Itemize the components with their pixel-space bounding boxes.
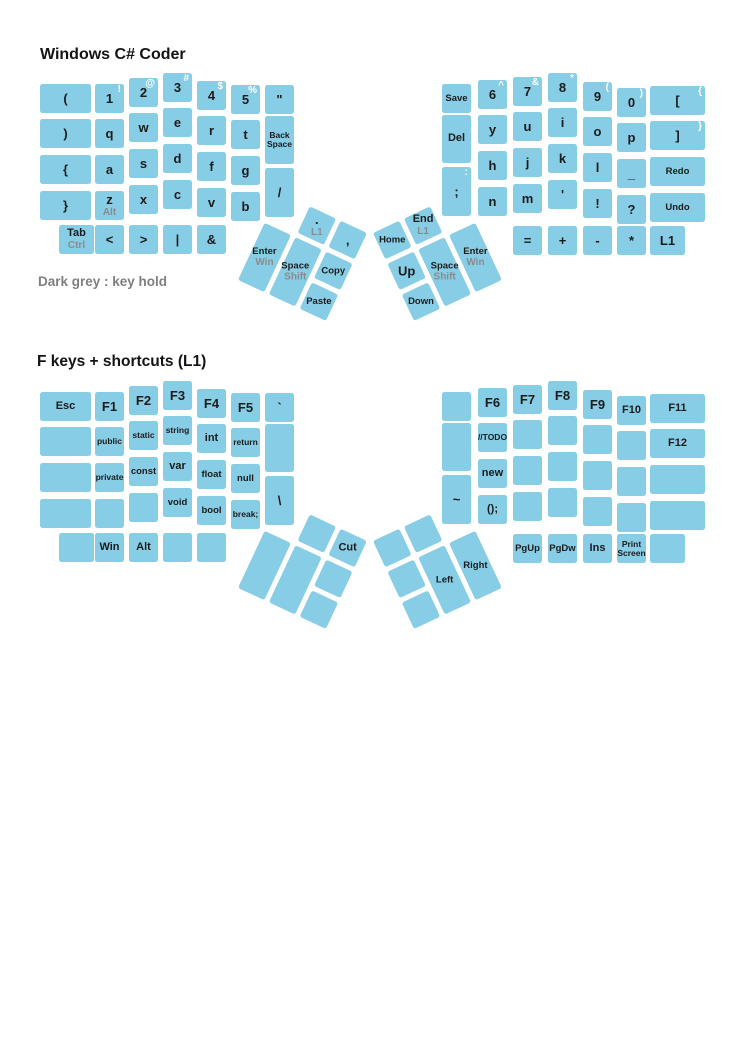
- tap-legend: return: [233, 437, 258, 448]
- key-todo-comment: [478, 423, 507, 452]
- tap-legend: u: [523, 118, 532, 134]
- key-blank: [650, 534, 685, 563]
- key-close-paren: [40, 119, 91, 148]
- tap-legend: p: [627, 129, 636, 145]
- tap-legend: k: [558, 150, 567, 166]
- key-exclamation: [583, 189, 612, 218]
- key-x: [129, 185, 158, 214]
- tap-legend: public: [96, 436, 123, 447]
- tap-legend: Cut: [338, 541, 357, 554]
- key-f7: [513, 385, 542, 414]
- key-l: [583, 153, 612, 182]
- key-underscore: [617, 159, 646, 188]
- tap-legend: r: [208, 122, 215, 138]
- tap-legend: v: [207, 194, 216, 210]
- tap-legend: End: [412, 213, 434, 226]
- tap-legend: ): [63, 125, 68, 141]
- key-a: [95, 155, 124, 184]
- key-blank: [650, 501, 705, 530]
- tap-legend: ();: [487, 502, 498, 515]
- tap-legend: c: [173, 186, 182, 202]
- tap-legend: \: [277, 492, 282, 508]
- tap-legend: `: [277, 399, 282, 415]
- key-p: [617, 123, 646, 152]
- tap-legend: Home: [379, 234, 406, 246]
- tap-legend: /: [277, 184, 282, 200]
- key-l1: [650, 226, 685, 255]
- tap-legend: _: [627, 165, 636, 181]
- key-blank: [95, 499, 124, 528]
- key-close-brace: [40, 191, 91, 220]
- layer2-left-thumb: [238, 500, 367, 629]
- tap-legend: float: [201, 468, 222, 480]
- shifted-legend: !: [117, 84, 121, 95]
- key-r: [197, 116, 226, 145]
- key-null: [231, 464, 260, 493]
- tap-legend: w: [138, 119, 149, 135]
- key-blank: [583, 461, 612, 490]
- tap-legend: m: [521, 190, 534, 206]
- key-blank: [402, 590, 441, 629]
- key-string: [163, 416, 192, 445]
- tap-legend: F11: [668, 401, 687, 414]
- key-blank: [617, 503, 646, 532]
- tap-legend: d: [173, 150, 182, 166]
- key-blank: [513, 492, 542, 521]
- key-paste: [300, 282, 339, 321]
- key-f10: [617, 396, 646, 425]
- tap-legend: Space: [430, 260, 459, 272]
- tap-legend: q: [105, 125, 114, 141]
- key-u: [513, 112, 542, 141]
- tap-legend: {: [62, 161, 69, 177]
- hold-legend: Ctrl: [67, 239, 86, 251]
- key-back-space: [265, 116, 294, 164]
- key-pipe: [163, 225, 192, 254]
- key-f: [197, 152, 226, 181]
- key-f3: [163, 381, 192, 410]
- key-break: [231, 500, 260, 529]
- key-o: [583, 117, 612, 146]
- key-greater-than: [129, 225, 158, 254]
- key-0: [617, 88, 646, 117]
- key-cut: [328, 529, 367, 568]
- key-blank: [404, 514, 443, 553]
- key-new: [478, 459, 507, 488]
- hold-legend: Shift: [433, 271, 456, 283]
- key-period: [298, 206, 337, 245]
- tap-legend: g: [241, 162, 250, 178]
- tap-legend: Copy: [321, 264, 346, 276]
- tap-legend: Save: [445, 92, 468, 104]
- tap-legend: Redo: [665, 165, 690, 177]
- tap-legend: private: [95, 472, 124, 483]
- tap-legend: null: [237, 472, 254, 484]
- layer1-left-thumb: [238, 192, 367, 321]
- tap-legend: int: [204, 431, 219, 444]
- key-pgup: [513, 534, 542, 563]
- tap-legend: Undo: [665, 201, 690, 213]
- tap-legend: 2: [139, 84, 148, 100]
- key-3: [163, 73, 192, 102]
- key-backtick: [265, 393, 294, 422]
- key-blank: [265, 424, 294, 472]
- key-comma: [328, 221, 367, 260]
- tap-legend: 9: [593, 88, 602, 104]
- layer1-right-thumb: [373, 192, 502, 321]
- shifted-legend: @: [145, 78, 155, 89]
- key-blank: [59, 533, 94, 562]
- key-blank: [548, 416, 577, 445]
- key-int: [197, 424, 226, 453]
- key-blank: [40, 427, 91, 456]
- key-blank: [442, 392, 471, 421]
- tap-legend: static: [132, 430, 155, 441]
- tap-legend: ;: [454, 183, 459, 199]
- tap-legend: +: [558, 232, 567, 248]
- key-end: [404, 206, 443, 245]
- tap-legend: a: [105, 161, 114, 177]
- tap-legend: h: [488, 157, 497, 173]
- tap-legend: l: [595, 159, 600, 175]
- tap-legend: Paste: [306, 295, 332, 307]
- key-6: [478, 80, 507, 109]
- tap-legend: 1: [105, 90, 114, 106]
- tap-legend: F4: [203, 395, 220, 411]
- tap-legend: 7: [523, 83, 532, 99]
- key-blank: [129, 493, 158, 522]
- tap-legend: o: [593, 123, 602, 139]
- key-blank: [298, 514, 337, 553]
- tap-legend: ~: [452, 491, 461, 507]
- tap-legend: void: [167, 496, 188, 508]
- shifted-legend: ^: [498, 80, 504, 91]
- tap-legend: F3: [169, 387, 186, 403]
- tap-legend: Right: [463, 559, 488, 571]
- tap-legend: bool: [201, 504, 222, 516]
- key-y: [478, 115, 507, 144]
- tap-legend: Left: [435, 574, 454, 586]
- key-question-mark: [617, 195, 646, 224]
- layer2-right-thumb: [373, 500, 502, 629]
- tap-legend: 6: [488, 86, 497, 102]
- tap-legend: ': [560, 186, 565, 202]
- tap-legend: s: [139, 155, 148, 171]
- key-blank: [617, 431, 646, 460]
- key-blank: [40, 463, 91, 492]
- tap-legend: ,: [345, 232, 350, 248]
- tap-legend: L1: [659, 232, 676, 248]
- key-call-parens: [478, 495, 507, 524]
- key-blank: [548, 488, 577, 517]
- tap-legend: break;: [232, 509, 259, 520]
- tap-legend: const: [130, 465, 157, 477]
- key-blank: [548, 452, 577, 481]
- key-2: [129, 78, 158, 107]
- tap-legend: Space: [281, 260, 310, 272]
- tap-legend: 5: [241, 91, 250, 107]
- hold-legend: Win: [255, 256, 274, 268]
- key-g: [231, 156, 260, 185]
- key-open-brace: [40, 155, 91, 184]
- key-k: [548, 144, 577, 173]
- tap-legend: F5: [237, 399, 254, 415]
- tap-legend: <: [105, 231, 114, 247]
- key-f5: [231, 393, 260, 422]
- key-tab: [59, 225, 94, 254]
- key-blank: [513, 420, 542, 449]
- key-less-than: [95, 225, 124, 254]
- key-q: [95, 119, 124, 148]
- tap-legend: F6: [484, 394, 501, 410]
- key-const: [129, 457, 158, 486]
- key-del: [442, 115, 471, 163]
- hold-legend: Alt: [102, 206, 117, 218]
- key-e: [163, 108, 192, 137]
- tap-legend: z: [106, 192, 113, 208]
- key-n: [478, 187, 507, 216]
- tap-legend: string: [165, 425, 190, 436]
- tap-legend: F9: [589, 396, 606, 412]
- tap-legend: &: [206, 231, 217, 247]
- hold-legend: Shift: [284, 271, 307, 283]
- tap-legend: x: [139, 191, 148, 207]
- tap-legend: ?: [627, 201, 636, 217]
- tap-legend: >: [139, 231, 148, 247]
- key-f4: [197, 389, 226, 418]
- tap-legend: Tab: [67, 227, 86, 240]
- key-f12: [650, 429, 705, 458]
- tap-legend: new: [481, 466, 504, 479]
- tap-legend: F2: [135, 392, 152, 408]
- shifted-legend: %: [248, 85, 257, 96]
- tap-legend: ]: [675, 127, 680, 143]
- key-blank: [650, 86, 705, 115]
- key-f1: [95, 392, 124, 421]
- key-return: [231, 428, 260, 457]
- key-blank: [387, 560, 426, 599]
- key-bool: [197, 496, 226, 525]
- tap-legend: ": [276, 91, 283, 107]
- key-f9: [583, 390, 612, 419]
- key-1: [95, 84, 124, 113]
- tap-legend: 8: [558, 79, 567, 95]
- key-esc: [40, 392, 91, 421]
- tap-legend: }: [62, 197, 69, 213]
- tap-legend: var: [169, 459, 186, 472]
- key-4: [197, 81, 226, 110]
- key-c: [163, 180, 192, 209]
- key-print-screen: [617, 534, 646, 563]
- key-blank: [373, 529, 412, 568]
- key-double-quote: [265, 85, 294, 114]
- tap-legend: 3: [173, 79, 182, 95]
- shifted-legend: $: [217, 81, 223, 92]
- key-float: [197, 460, 226, 489]
- tap-legend: i: [560, 114, 565, 130]
- tap-legend: .: [315, 212, 319, 228]
- key-f11: [650, 394, 705, 423]
- key-f6: [478, 388, 507, 417]
- key-var: [163, 452, 192, 481]
- hold-legend: L1: [310, 226, 323, 238]
- tap-legend: *: [628, 232, 635, 248]
- shifted-legend: :: [464, 167, 468, 178]
- key-pgdw: [548, 534, 577, 563]
- shifted-legend: ): [639, 88, 643, 99]
- key-blank: [650, 121, 705, 150]
- shifted-legend: (: [605, 82, 609, 93]
- tap-legend: F12: [668, 436, 687, 449]
- key-ins: [583, 534, 612, 563]
- key-blank: [513, 456, 542, 485]
- tap-legend: Print Screen: [617, 538, 646, 558]
- key-apostrophe: [548, 180, 577, 209]
- tap-legend: [: [675, 92, 680, 108]
- tap-legend: F1: [101, 398, 118, 414]
- key-blank: [40, 499, 91, 528]
- layer2-title: F keys + shortcuts (L1): [37, 353, 207, 370]
- key-hold-legend: Dark grey : key hold: [38, 274, 168, 289]
- key-win: [95, 533, 124, 562]
- key-i: [548, 108, 577, 137]
- tap-legend: F7: [519, 391, 536, 407]
- tap-legend: n: [488, 193, 497, 209]
- tap-legend: 4: [207, 87, 216, 103]
- key-t: [231, 120, 260, 149]
- key-blank: [617, 467, 646, 496]
- key-undo: [650, 193, 705, 222]
- key-private: [95, 463, 124, 492]
- tap-legend: (: [63, 90, 68, 106]
- key-up: [387, 252, 426, 291]
- key-j: [513, 148, 542, 177]
- key-w: [129, 113, 158, 142]
- key-public: [95, 427, 124, 456]
- shifted-legend: *: [570, 73, 574, 84]
- tap-legend: Del: [447, 132, 466, 145]
- tap-legend: F8: [554, 387, 571, 403]
- tap-legend: f: [209, 158, 214, 174]
- hold-legend: Win: [466, 256, 485, 268]
- tap-legend: PgUp: [515, 542, 540, 554]
- tap-legend: j: [525, 154, 530, 170]
- key-alt: [129, 533, 158, 562]
- key-m: [513, 184, 542, 213]
- tap-legend: Up: [397, 263, 416, 279]
- tap-legend: PgDw: [549, 542, 576, 554]
- key-8: [548, 73, 577, 102]
- tap-legend: Win: [99, 540, 120, 553]
- tap-legend: F10: [622, 403, 641, 416]
- shifted-legend: #: [183, 73, 189, 84]
- shifted-legend: &: [531, 77, 539, 88]
- key-z: [95, 191, 124, 220]
- key-open-paren: [40, 84, 91, 113]
- key-down: [402, 282, 441, 321]
- key-7: [513, 77, 542, 106]
- key-blank: [163, 533, 192, 562]
- tap-legend: //TODO: [477, 432, 508, 443]
- tap-legend: 0: [627, 94, 636, 110]
- tap-legend: =: [523, 232, 532, 248]
- key-v: [197, 188, 226, 217]
- key-equals: [513, 226, 542, 255]
- shifted-legend: }: [698, 121, 702, 132]
- key-9: [583, 82, 612, 111]
- key-save: [442, 84, 471, 113]
- key-5: [231, 85, 260, 114]
- key-copy: [314, 252, 353, 291]
- key-blank: [442, 423, 471, 471]
- key-s: [129, 149, 158, 178]
- tap-legend: t: [243, 126, 248, 142]
- tap-legend: -: [595, 232, 600, 248]
- tap-legend: |: [175, 231, 180, 247]
- tap-legend: y: [488, 121, 497, 137]
- key-ampersand: [197, 225, 226, 254]
- key-void: [163, 488, 192, 517]
- tap-legend: Ins: [589, 541, 606, 554]
- hold-legend: L1: [417, 225, 429, 237]
- tap-legend: Alt: [136, 540, 151, 553]
- tap-legend: Enter: [463, 246, 488, 258]
- key-home: [373, 221, 412, 260]
- tap-legend: Down: [408, 295, 434, 307]
- key-asterisk: [617, 226, 646, 255]
- shifted-legend: {: [698, 86, 702, 97]
- key-blank: [583, 425, 612, 454]
- tap-legend: b: [241, 198, 250, 214]
- key-blank: [583, 497, 612, 526]
- key-blank: [650, 465, 705, 494]
- layer1-title: Windows C# Coder: [40, 46, 186, 63]
- key-h: [478, 151, 507, 180]
- key-f2: [129, 386, 158, 415]
- key-redo: [650, 157, 705, 186]
- key-blank: [300, 590, 339, 629]
- tap-legend: Back Space: [266, 130, 293, 149]
- key-blank: [314, 560, 353, 599]
- tap-legend: Enter: [252, 246, 277, 258]
- tap-legend: !: [595, 195, 600, 211]
- key-d: [163, 144, 192, 173]
- key-f8: [548, 381, 577, 410]
- key-blank: [197, 533, 226, 562]
- key-b: [231, 192, 260, 221]
- key-static: [129, 421, 158, 450]
- tap-legend: Esc: [55, 399, 76, 412]
- tap-legend: e: [173, 114, 182, 130]
- key-minus: [583, 226, 612, 255]
- key-plus: [548, 226, 577, 255]
